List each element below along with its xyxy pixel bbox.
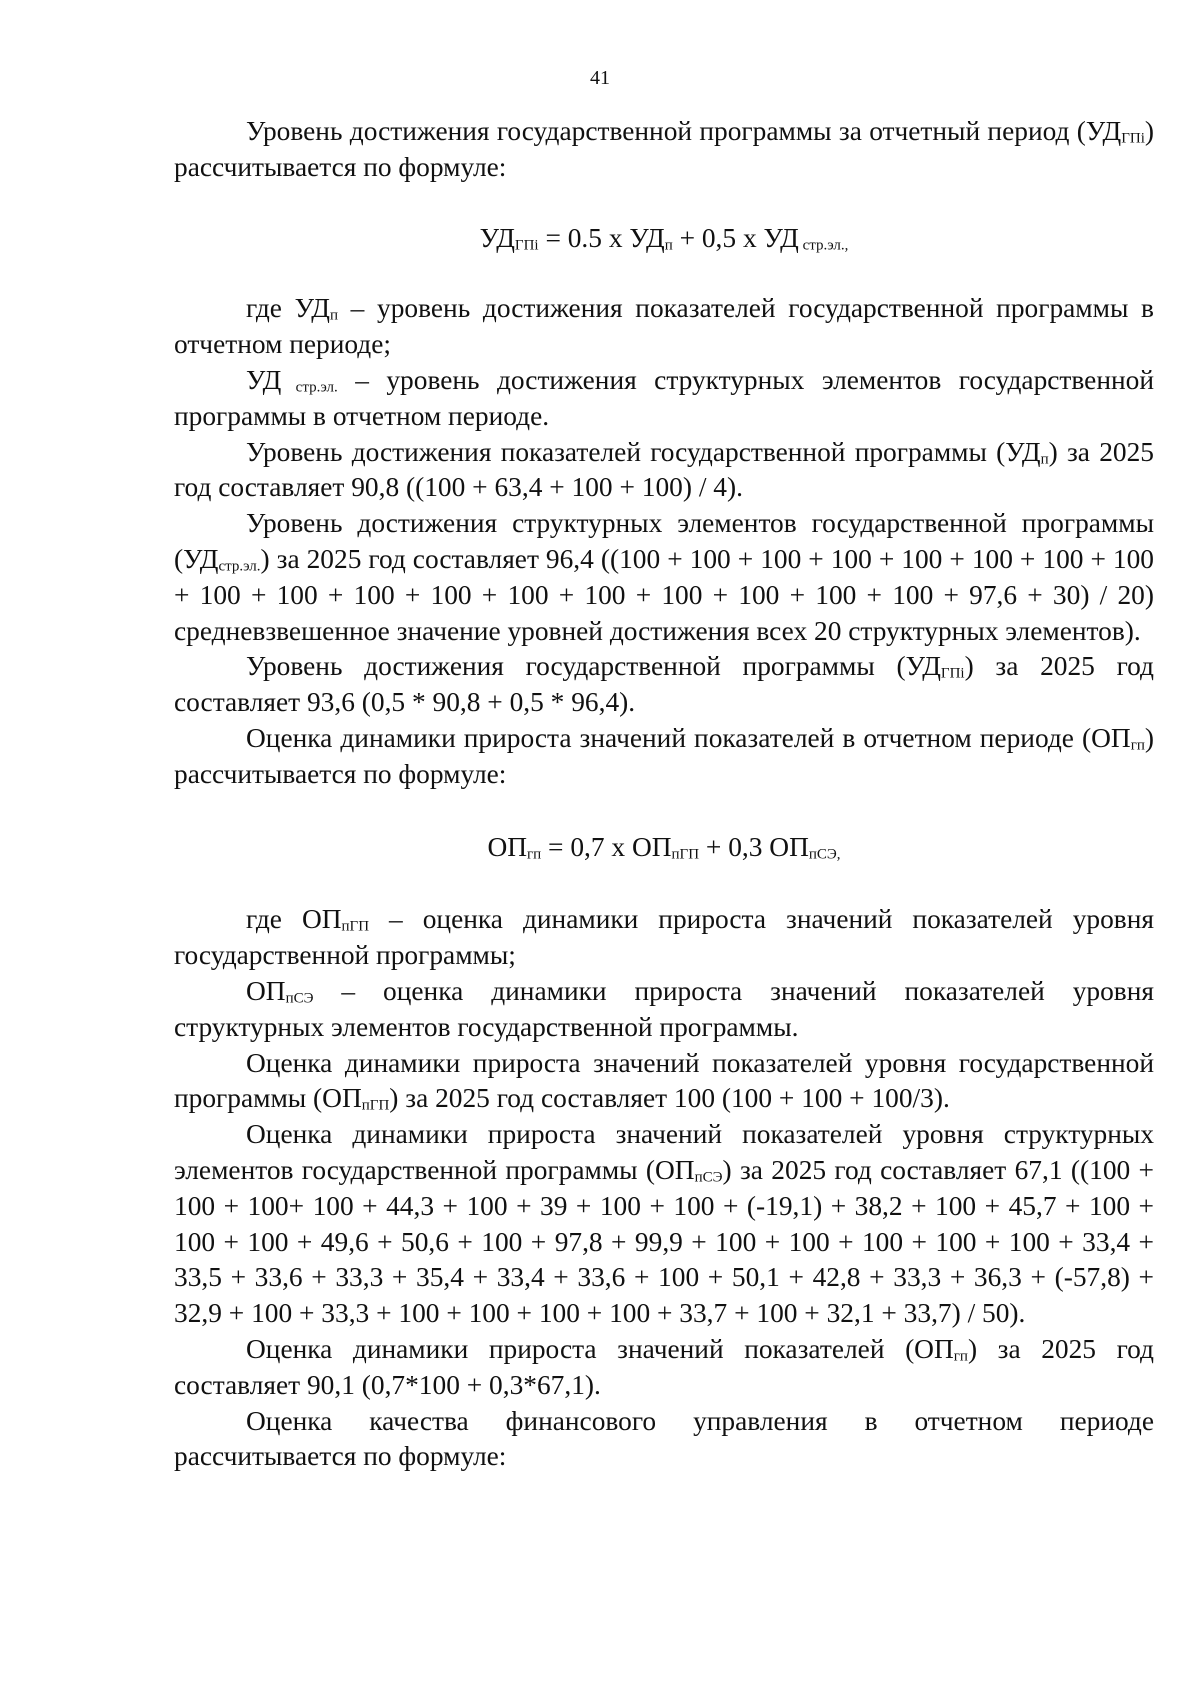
text-run: где УД — [246, 293, 330, 324]
text-run: УД — [246, 364, 282, 395]
subscript: ГПi — [514, 236, 539, 253]
paragraph-structural-dynamics-2025 — [174, 1117, 1154, 1332]
subscript: пСЭ, — [808, 845, 841, 862]
text-run: Оценка качества финансового управления в отчетном периоде рассчитывается по формуле: — [174, 1405, 1154, 1472]
text-run: ) за 2025 год составляет 93,6 (0,5 * 90,8 + 0,5 * 96,4). — [174, 651, 1154, 718]
text-run: Оценка динамики прироста значений показателей уровня государственной программы (ОП — [174, 1047, 1154, 1114]
subscript: стр.эл. — [218, 558, 261, 575]
paragraph-overall-dynamics-2025 — [174, 1332, 1154, 1404]
text-run: ) за 2025 год составляет 90,1 (0,7*100 + 0,3*67,1). — [174, 1333, 1154, 1400]
text-run: ) за 2025 год составляет 90,8 ((100 + 63,4 + 100 + 100) / 4). — [174, 436, 1154, 503]
text-run: ) рассчитывается по формуле: — [174, 722, 1154, 789]
formula-achievement-level — [174, 221, 1154, 257]
text-run: = 0,7 х ОП — [541, 831, 672, 862]
formula-dynamics — [174, 830, 1154, 866]
text-run: ) за 2025 год составляет 100 (100 + 100 + 100/3). — [389, 1083, 950, 1114]
subscript: п — [1040, 450, 1049, 467]
subscript: ГПi — [1121, 130, 1145, 147]
text-run: Оценка динамики прироста значений показателей (ОП — [246, 1333, 954, 1364]
subscript: ГПi — [940, 665, 965, 682]
subscript: гп — [953, 1348, 968, 1365]
text-run: ) рассчитывается по формуле: — [174, 116, 1154, 182]
text-run: Уровень достижения государственной программы (УД — [246, 651, 941, 682]
text-run: Оценка динамики прироста значений показателей уровня структурных элементов государственной программы (ОП — [174, 1119, 1154, 1185]
page-number: 41 — [590, 67, 610, 89]
text-run: – оценка динамики прироста значений показателей уровня структурных элементов государственной программы. — [174, 975, 1154, 1042]
paragraph-program-dynamics-2025 — [174, 1046, 1154, 1118]
paragraph-definition-udp — [174, 291, 1154, 363]
text-run: ) за 2025 год составляет 67,1 ((100 + 100 + 100+ 100 + 44,3 + 100 + 39 + 100 + 100 + (-19,1) + 38,2 + 100 + 45,7 + 100 + 100 + 100 + 49,6 + 50,6 + 100 + 97,8 + 99,9 + 100 + 100 + 100 + 100 + 100 + 33,4 + 33,5 + 33,6 + 33,3 + 35,4 + 33,4 + 33,6 + 100 + 50,1 + 42,8 + 33,3 + 36,3 + (-57,8) + 32,9 + 100 + 33,3 + 100 + 100 + 100 + 100 + 33,7 + 100 + 32,1 + 33,7) / 50). — [174, 1154, 1154, 1329]
paragraph-indicators-level-2025 — [174, 435, 1154, 507]
paragraph-definition-ud-str — [174, 363, 1154, 435]
paragraph-program-level-2025 — [174, 649, 1154, 721]
text-run: + 0,5 х УД — [672, 222, 799, 253]
text-run: Уровень достижения показателей государственной программы (УД — [246, 436, 1041, 467]
text-run: Оценка динамики прироста значений показателей в отчетном периоде (ОП — [246, 722, 1131, 753]
text-run: – уровень достижения структурных элементов государственной программы в отчетном периоде. — [174, 364, 1154, 431]
document-body — [174, 114, 1154, 1475]
subscript: стр.эл., — [798, 236, 849, 253]
subscript: пГП — [341, 918, 370, 935]
text-run: – уровень достижения показателей государственной программы в отчетном периоде; — [174, 293, 1154, 360]
text-run: Уровень достижения государственной программы за отчетный период (УД — [246, 116, 1122, 146]
text-run: ОП — [487, 831, 527, 862]
subscript: пГП — [671, 845, 700, 862]
paragraph-definition-op-pgp — [174, 902, 1154, 974]
paragraph-achievement-level-intro — [174, 114, 1154, 186]
text-run: – оценка динамики прироста значений показателей уровня государственной программы; — [174, 904, 1154, 971]
text-run: ОП — [246, 975, 286, 1006]
subscript: пСЭ — [285, 990, 314, 1007]
paragraph-definition-op-pse — [174, 974, 1154, 1046]
subscript: пСЭ — [694, 1169, 723, 1186]
subscript: пГП — [361, 1097, 390, 1114]
subscript: гп — [527, 845, 542, 862]
text-run: + 0,3 ОП — [699, 831, 809, 862]
text-run: где ОП — [246, 904, 342, 935]
subscript: стр.эл. — [281, 379, 338, 396]
text-run: Уровень достижения структурных элементов государственной программы (УД — [174, 508, 1154, 574]
subscript: п — [664, 236, 673, 253]
text-run: ) за 2025 год составляет 96,4 ((100 + 100 + 100 + 100 + 100 + 100 + 100 + 100 + 100 + 100 + 100 + 100 + 100 + 100 + 100 + 100 + 100 + 100 + 97,6 + 30) / 20) средневзвешенное значение уровней достижения всех 20 структурных элементов). — [174, 543, 1154, 646]
text-run: = 0.5 х УД — [538, 222, 665, 253]
text-run: УД — [479, 222, 515, 253]
subscript: гп — [1130, 737, 1145, 754]
paragraph-structural-elements-level-2025 — [174, 506, 1154, 649]
subscript: п — [329, 307, 338, 324]
paragraph-dynamics-intro — [174, 721, 1154, 793]
paragraph-financial-management-intro — [174, 1404, 1154, 1476]
